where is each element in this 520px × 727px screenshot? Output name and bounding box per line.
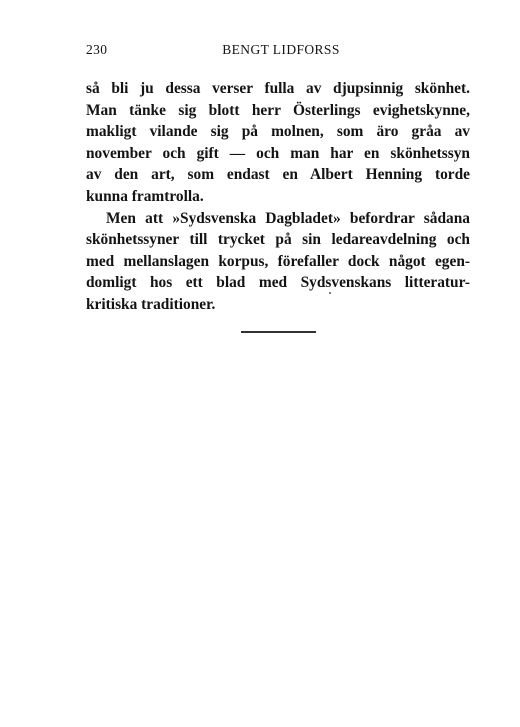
body-text: [86, 78, 470, 316]
text-line: Man tänke sig blott herr Österlings evighetskynne,: [86, 101, 470, 119]
text-line: kunna framtrolla.: [86, 187, 204, 205]
text-line: skönhetssyner till trycket på sin ledareavdelning och: [86, 231, 470, 249]
text-line: Men att »Sydsvenska Dagbladet» befordrar sådana: [106, 209, 470, 227]
text-line: med mellanslagen korpus, förefaller dock något egen-: [86, 252, 470, 270]
page-number: 230: [86, 42, 108, 57]
print-speck: [329, 292, 331, 294]
text-line: av den art, som endast en Albert Henning torde: [86, 166, 470, 184]
text-line: november och gift — och man har en skönhetssyn: [86, 144, 470, 162]
text-line: kritiska traditioner.: [86, 295, 216, 313]
running-head: [86, 42, 470, 62]
text-line: domligt hos ett blad med Sydsvenskans litteratur-: [86, 274, 470, 292]
text-line: makligt vilande sig på molnen, som äro gråa av: [86, 123, 470, 141]
running-title: BENGT LIDFORSS: [222, 42, 340, 57]
section-divider-rule: [241, 331, 316, 333]
text-line: så bli ju dessa verser fulla av djupsinnig skönhet.: [86, 80, 470, 97]
